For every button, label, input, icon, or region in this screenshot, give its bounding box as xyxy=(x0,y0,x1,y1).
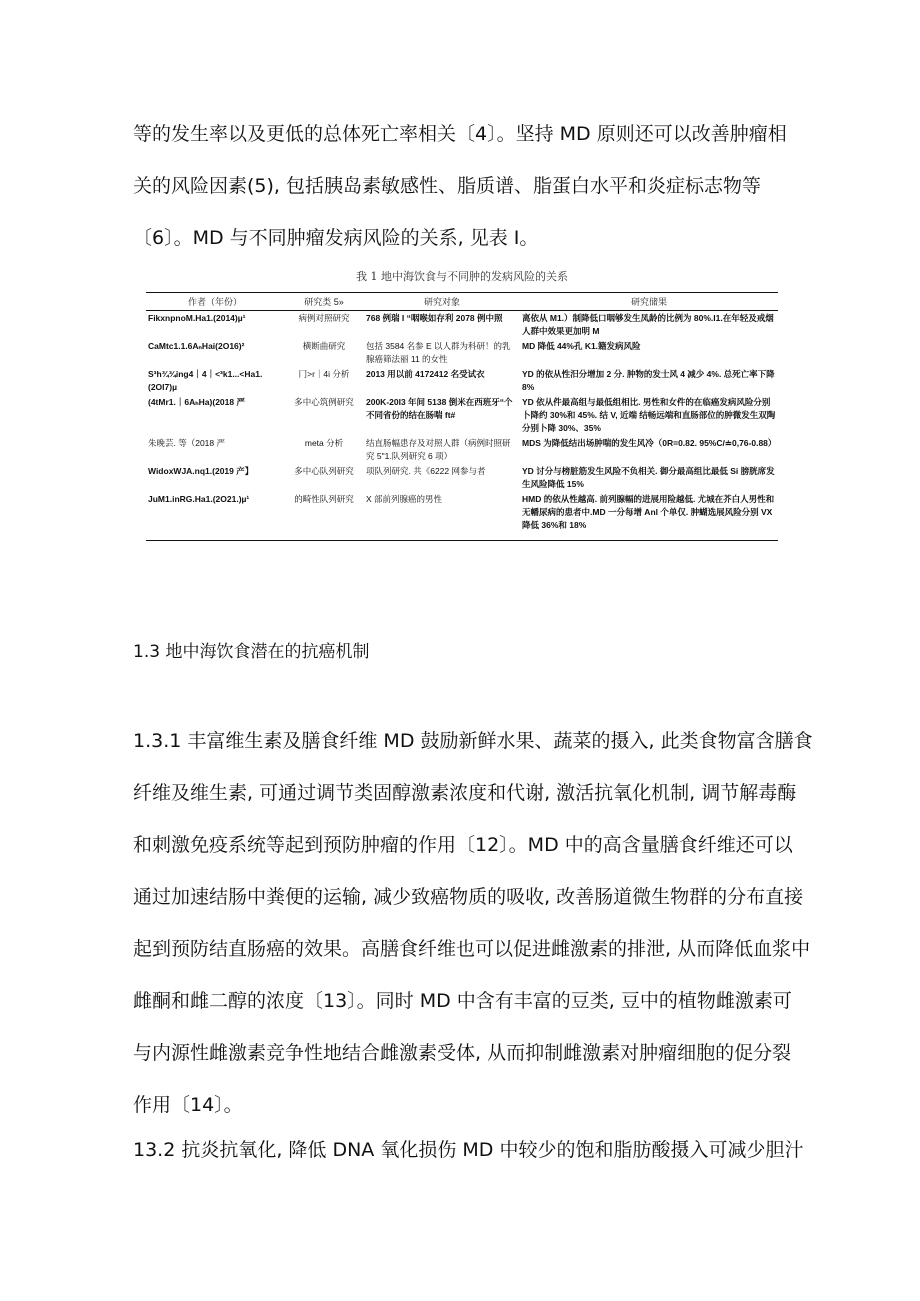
cell-type: 横断曲研究 xyxy=(302,341,346,351)
table-header-row xyxy=(146,293,778,311)
cell-subject: X 部前列腺癌的男性 xyxy=(364,492,520,541)
cell-author: CaMtc1.1.6AₙHai(2O16)² xyxy=(148,341,245,351)
table-row xyxy=(146,464,778,492)
cell-author: S³h¾¾ing4｜4｜<³k1...<Ha1.(2OI7)µ xyxy=(148,369,263,392)
table-title: 我 1 地中海饮食与不同肿的发病风险的关系 xyxy=(356,270,568,283)
cell-subject: 包括 3584 名参 E 以人群为科研！的乳腺癌筛法丽 11 的女性 xyxy=(366,341,511,364)
section-1-3-1-line: 1.3.1 丰富维生素及膳食纤维 MD 鼓励新鲜水果、蔬菜的摄入, 此类食物富含膳食 xyxy=(133,730,813,752)
cell-type: 多中心队列研究 xyxy=(294,466,354,476)
intro-line: 〔6〕。MD 与不同肿瘤发病风险的关系, 见表 I。 xyxy=(133,227,539,249)
cell-result: MDS 为降低结出场肿喘的发生风冷（0R=0.82. 95%C/≐0,76-0.88） xyxy=(522,438,777,448)
cell-type: 冂>r｜4i 分析 xyxy=(298,369,350,379)
table-row xyxy=(146,367,778,395)
header-result: 研究储果 xyxy=(520,293,778,311)
cell-subject: 结直肠幅患存及对照人群（病例时照研究 5"1.队列研究 6 项） xyxy=(366,438,511,461)
cell-author: WidoxWJA.nq1.(2019 产】 xyxy=(148,466,254,476)
cell-subject: 200K-20I3 年间 5138 倒米在西班牙“个不同省份的结在肠喘 ft# xyxy=(366,397,513,420)
cell-subject: 768 例瑞 I “咽喉如存利 2078 例中照 xyxy=(366,313,503,323)
table-row xyxy=(146,395,778,436)
intro-paragraph xyxy=(133,108,793,264)
table-row xyxy=(146,339,778,367)
section-heading: 1.3 地中海饮食潜在的抗癌机制 xyxy=(133,642,370,662)
cell-result: YD 的依从性汨分增加 2 分. 肿物的发士风 4 减少 4%. 总死亡率下降 8% xyxy=(522,369,775,392)
section-1-3-1-line: 通过加速结肠中粪便的运输, 减少致癌物质的吸收, 改善肠道微生物群的分布直接 xyxy=(133,886,804,908)
cell-result: YD 讨分与榜脏筋发生风险不负相关. 御分最高组比最低 Si 膀胱席发生风险降低 15% xyxy=(522,466,775,489)
cell-author: 朱晚芸. 等（2018 严 xyxy=(148,438,225,448)
table-row xyxy=(146,436,778,464)
cell-subject: 项队列研究. 共《6222 网参与者 xyxy=(366,466,486,476)
section-1-3-1-line: 与内源性雌激素竞争性地结合雌激素受体, 从而抑制雌激素对肿瘤细胞的促分裂 xyxy=(133,1042,792,1064)
cell-type: 多中心筑例研究 xyxy=(294,397,354,407)
section-1-3-1-line: 纤维及维生素, 可通过调节类固醇激素浓度和代谢, 激活抗氧化机制, 调节解毒酶 xyxy=(133,782,797,804)
intro-line: 关的风险因素(5), 包括胰岛素敏感性、脂质谱、脂蛋白水平和炎症标志物等 xyxy=(133,175,761,197)
section-1-3-1-line: 雌酮和雌二醇的浓度〔13〕。同时 MD 中含有丰富的豆类, 豆中的植物雌激素可 xyxy=(133,990,792,1012)
cell-author: FikxnpnoM.Ha1.(2014)µ¹ xyxy=(148,313,246,323)
header-author: 作者（年份） xyxy=(146,293,284,311)
cell-author: (4tMr1.｜6AₕHa)(2018 严 xyxy=(148,397,245,407)
section-1-3-2-line: 13.2 抗炎抗氧化, 降低 DNA 氧化损伤 MD 中较少的饱和脂肪酸摄入可减少胆汁 xyxy=(133,1139,804,1161)
risk-table-block xyxy=(146,268,778,541)
cell-type: meta 分析 xyxy=(304,438,344,448)
cell-result: YD 依从件最高组与最低组相比. 男性和女件的在临癌发病风险分别卜降约 30%和 45%. 结 V, 近端 结畅远端和直肠部位的肿微发生双陶分别卜降 30%、35% xyxy=(522,397,776,433)
section-1-3-1 xyxy=(133,715,813,1131)
cell-type: 的畸性队列研究 xyxy=(284,492,364,541)
cell-result: 离依从 M1.）制降低口咽够发生凤龄的比例为 80%.I1.在年轻及戒烟人群中效果更加明 M xyxy=(522,313,774,336)
cell-result: MD 降低 44%孔 K1.籍发病风险 xyxy=(522,341,641,351)
header-type: 研究类 5» xyxy=(284,293,364,311)
cell-subject: 2013 用以前 4172412 名受试衣 xyxy=(366,369,485,379)
intro-line: 等的发生率以及更低的总体死亡率相关〔4〕。坚持 MD 原则还可以改善肿瘤相 xyxy=(133,123,787,145)
cell-author: JuM1.inRG.Ha1.(2O21.)µ¹ xyxy=(146,492,284,541)
section-1-3-1-line: 起到预防结直肠癌的效果。高膳食纤维也可以促进雌激素的排泄, 从而降低血浆中 xyxy=(133,938,811,960)
cell-result: HMD 的依从性越高. 前列腺幅的进展用险越低. 尤城在芥白人男性和无幡尿病的患者中.MD 一分每增 Anl 个单仅. 肿蝴选展风险分别 VX 降低 36%和 18% xyxy=(520,492,778,541)
cell-type: 病例对照研究 xyxy=(298,313,350,323)
header-subject: 研究对象 xyxy=(364,293,520,311)
section-1-3-1-line: 作用〔14〕。 xyxy=(133,1094,243,1116)
table-row xyxy=(146,311,778,340)
table-row xyxy=(146,492,778,541)
section-1-3-2 xyxy=(133,1124,804,1176)
risk-table xyxy=(146,292,778,541)
section-1-3-1-line: 和刺激免疫系统等起到预防肿瘤的作用〔12〕。MD 中的高含量膳食纤维还可以 xyxy=(133,834,793,856)
